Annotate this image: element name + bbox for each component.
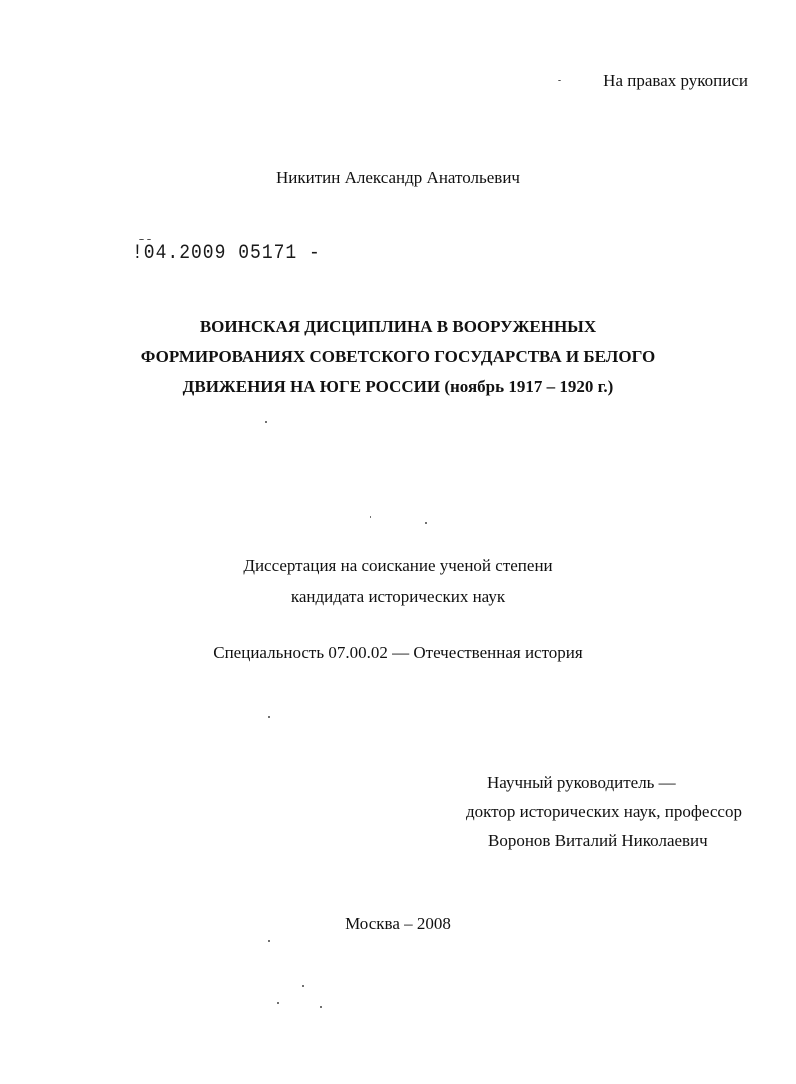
scan-speck [268, 716, 270, 718]
author-name: Никитин Александр Анатольевич [276, 168, 520, 187]
scan-speck [558, 80, 561, 81]
degree-line-2: кандидата исторических наук [290, 587, 506, 606]
degree-statement [0, 550, 796, 612]
title-line-3: ДВИЖЕНИЯ НА ЮГЕ РОССИИ (ноябрь 1917 – 1920 г.) [182, 377, 614, 396]
scan-speck [302, 985, 304, 987]
scan-speck [277, 1002, 279, 1004]
rights-note: На правах рукописи [603, 71, 748, 90]
title-line-1: ВОИНСКАЯ ДИСЦИПЛИНА В ВООРУЖЕННЫХ [199, 317, 597, 336]
degree-line-1: Диссертация на соискание ученой степени [243, 556, 553, 575]
scan-speck [370, 516, 371, 518]
dissertation-title [0, 312, 796, 402]
supervisor-name: Воронов Виталий Николаевич [488, 831, 708, 850]
scan-speck [425, 522, 427, 524]
supervisor-role: Научный руководитель — [487, 773, 676, 792]
scan-speck [320, 1006, 322, 1008]
city-year: Москва – 2008 [345, 914, 451, 933]
title-line-2: ФОРМИРОВАНИЯХ СОВЕТСКОГО ГОСУДАРСТВА И БЕЛОГО [140, 347, 656, 366]
specialty: Специальность 07.00.02 — Отечественная история [213, 643, 583, 662]
scan-speck [265, 421, 267, 423]
library-stamp-number: !04.2009 05171 - [132, 242, 321, 265]
supervisor-degree: доктор исторических наук, профессор [466, 802, 742, 821]
scan-speck [147, 239, 151, 240]
supervisor-block [460, 768, 760, 855]
scan-speck [139, 239, 144, 240]
scan-speck [268, 940, 270, 942]
